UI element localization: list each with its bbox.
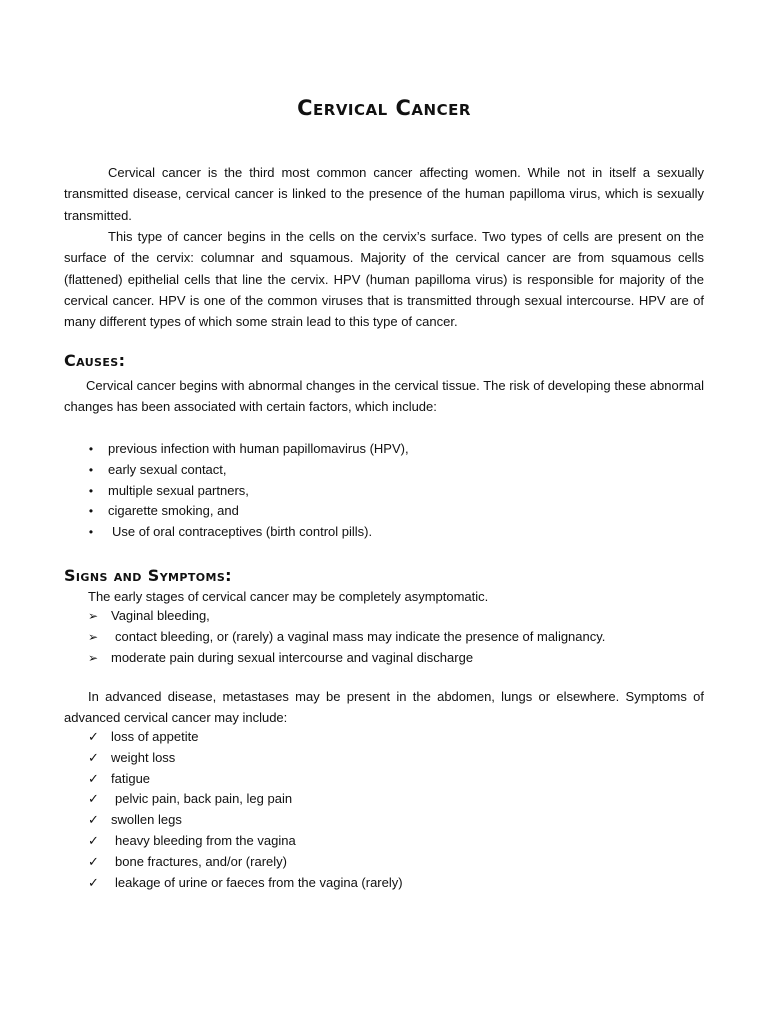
advanced-disease-paragraph: In advanced disease, metastases may be present in the abdomen, lungs or elsewhere. Symptoms of advanced cervical cancer may include: bbox=[64, 689, 704, 726]
bullet-icon: • bbox=[88, 525, 94, 540]
list-item: ✓ bone fractures, and/or (rarely) bbox=[88, 852, 403, 873]
checkmark-icon: ✓ bbox=[88, 749, 99, 765]
signs-heading: Signs and Symptoms: bbox=[64, 566, 232, 585]
checkmark-icon: ✓ bbox=[88, 812, 99, 828]
list-item: ✓ pelvic pain, back pain, leg pain bbox=[88, 789, 403, 810]
causes-list bbox=[84, 439, 409, 543]
list-item: • cigarette smoking, and bbox=[84, 501, 409, 522]
bullet-icon: • bbox=[88, 462, 94, 477]
list-item: ➢ moderate pain during sexual intercourse and vaginal discharge bbox=[88, 648, 605, 669]
list-item: ➢ Vaginal bleeding, bbox=[88, 606, 605, 627]
arrow-bullet-icon: ➢ bbox=[88, 629, 99, 644]
arrow-bullet-icon: ➢ bbox=[88, 650, 99, 665]
list-item: • early sexual contact, bbox=[84, 460, 409, 481]
checkmark-icon: ✓ bbox=[88, 874, 99, 890]
list-item: ✓ leakage of urine or faeces from the vagina (rarely) bbox=[88, 873, 403, 894]
bullet-icon: • bbox=[88, 483, 94, 498]
intro-paragraph-1: Cervical cancer is the third most common cancer affecting women. While not in itself a sexually transmitted disease, cervical cancer is linked to the presence of the human papilloma virus, which is sexually transmitted. bbox=[64, 165, 704, 223]
list-item: ✓ weight loss bbox=[88, 748, 403, 769]
list-item: • multiple sexual partners, bbox=[84, 481, 409, 502]
checkmark-icon: ✓ bbox=[88, 729, 99, 744]
arrow-bullet-icon: ➢ bbox=[88, 609, 99, 623]
bullet-icon: • bbox=[88, 442, 94, 456]
page-title: Cervical Cancer bbox=[297, 96, 471, 120]
list-item: ✓ swollen legs bbox=[88, 810, 403, 831]
early-stage-text: The early stages of cervical cancer may be completely asymptomatic. bbox=[88, 589, 489, 604]
checkmark-icon: ✓ bbox=[88, 832, 99, 848]
checkmark-icon: ✓ bbox=[88, 853, 99, 869]
list-item: ➢ contact bleeding, or (rarely) a vaginal mass may indicate the presence of malignancy. bbox=[88, 627, 605, 648]
checkmark-icon: ✓ bbox=[88, 770, 99, 786]
causes-paragraph: Cervical cancer begins with abnormal changes in the cervical tissue. The risk of developing these abnormal changes has been associated with certain factors, which include: bbox=[64, 378, 704, 415]
list-item: ✓ loss of appetite bbox=[88, 727, 403, 748]
early-symptoms-list bbox=[88, 606, 605, 668]
checkmark-icon: ✓ bbox=[88, 791, 99, 807]
list-item: ✓ heavy bleeding from the vagina bbox=[88, 831, 403, 852]
intro-paragraph-2: This type of cancer begins in the cells on the cervix’s surface. Two types of cells are present on the surface of the cervix: columnar and squamous. Majority of the cervical cancer are from squamous cells (flattened) epithelial cells that line the cervix. HPV (human papilloma virus) is responsible for majority of the cervical cancer. HPV is one of the common viruses that is transmitted through sexual intercourse. HPV are of many different types of which some strain lead to this type of cancer. bbox=[64, 229, 704, 330]
list-item: • Use of oral contraceptives (birth control pills). bbox=[84, 522, 409, 543]
list-item: ✓ fatigue bbox=[88, 769, 403, 790]
bullet-icon: • bbox=[88, 504, 94, 519]
causes-heading: Causes: bbox=[64, 351, 126, 370]
list-item: • previous infection with human papillomavirus (HPV), bbox=[84, 439, 409, 460]
advanced-symptoms-list bbox=[88, 727, 403, 893]
